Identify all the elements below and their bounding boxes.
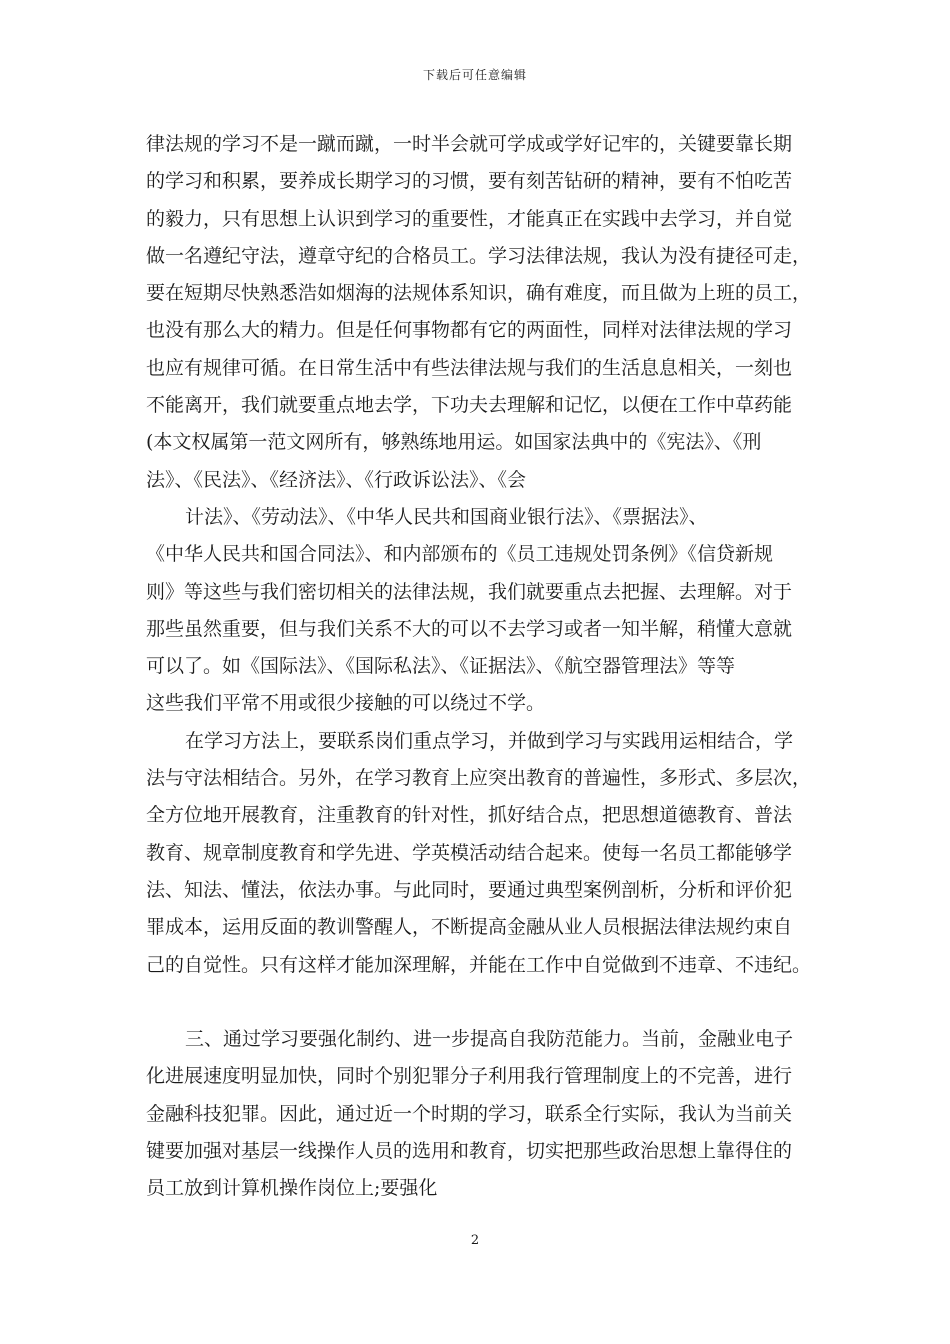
paragraph-2 <box>146 499 816 723</box>
text-line: 的毅力，只有思想上认识到学习的重要性，才能真正在实践中去学习，并自觉 <box>146 207 793 230</box>
text-line: 计法》、《劳动法》、《中华人民共和国商业银行法》、《票据法》、 <box>185 505 708 528</box>
text-line: 罪成本，运用反面的教训警醒人，不断提高金融从业人员根据法律法规约束自 <box>146 916 793 939</box>
text-line: 员工放到计算机操作岗位上;要强化 <box>146 1177 438 1200</box>
text-line: 可以了。如《国际法》、《国际私法》、《证据法》、《航空器管理法》等等 <box>146 655 736 678</box>
document-body <box>146 126 816 1208</box>
text-line: 这些我们平常不用或很少接触的可以绕过不学。 <box>146 692 546 715</box>
text-line: 也应有规律可循。在日常生活中有些法律法规与我们的生活息息相关，一刻也 <box>146 356 793 379</box>
text-line: 在学习方法上，要联系岗们重点学习，并做到学习与实践用运相结合，学 <box>185 729 794 752</box>
text-line: 也没有那么大的精力。但是任何事物都有它的两面性，同样对法律法规的学习 <box>146 319 793 342</box>
text-line: 法与守法相结合。另外，在学习教育上应突出教育的普遍性，多形式、多层次， <box>146 767 812 790</box>
text-line: 化进展速度明显加快，同时个别犯罪分子利用我行管理制度上的不完善，进行 <box>146 1065 793 1088</box>
page-header: 下载后可任意编辑 <box>422 68 527 82</box>
text-line: 教育、规章制度教育和学先进、学英模活动结合起来。使每一名员工都能够学 <box>146 841 793 864</box>
text-line: 做一名遵纪守法，遵章守纪的合格员工。学习法律法规，我认为没有捷径可走， <box>146 244 812 267</box>
text-line: 金融科技犯罪。因此，通过近一个时期的学习，联系全行实际，我认为当前关 <box>146 1102 793 1125</box>
paragraph-1 <box>146 126 816 499</box>
text-line: 键要加强对基层一线操作人员的选用和教育，切实把那些政治思想上靠得住的 <box>146 1140 793 1163</box>
text-line: 三、通过学习要强化制约、进一步提高自我防范能力。当前，金融业电子 <box>185 1028 794 1051</box>
text-line: (本文权属第一范文网所有，够熟练地用运。如国家法典中的《宪法》、《刑 <box>146 431 762 454</box>
text-line: 的学习和积累，要养成长期学习的习惯，要有刻苦钻研的精神，要有不怕吃苦 <box>146 170 793 193</box>
text-line: 律法规的学习不是一蹴而蹴，一时半会就可学成或学好记牢的，关键要靠长期 <box>146 133 793 155</box>
text-line: 那些虽然重要，但与我们关系不大的可以不去学习或者一知半解，稍懂大意就 <box>146 617 793 640</box>
page-number: 2 <box>470 1233 480 1248</box>
text-line: 法》、《民法》、《经济法》、《行政诉讼法》、《会 <box>146 468 527 491</box>
text-line: 己的自觉性。只有这样才能加深理解，并能在工作中自觉做到不违章、不违纪。 <box>146 953 812 976</box>
text-line: 全方位地开展教育，注重教育的针对性，抓好结合点，把思想道德教育、普法 <box>146 804 793 827</box>
paragraph-4 <box>146 1021 816 1207</box>
paragraph-3 <box>146 723 816 984</box>
text-line: 法、知法、懂法，依法办事。与此同时，要通过典型案例剖析，分析和评价犯 <box>146 878 793 901</box>
paragraph-gap <box>146 984 816 1021</box>
text-line: 不能离开，我们就要重点地去学，下功夫去理解和记忆，以便在工作中草药能 <box>146 394 793 417</box>
text-line: 要在短期尽快熟悉浩如烟海的法规体系知识，确有难度，而且做为上班的员工， <box>146 282 812 305</box>
text-line: 则》等这些与我们密切相关的法律法规，我们就要重点去把握、去理解。对于 <box>146 580 793 603</box>
text-line: 《中华人民共和国合同法》、和内部颁布的《员工违规处罚条例》《信贷新规 <box>146 543 774 566</box>
